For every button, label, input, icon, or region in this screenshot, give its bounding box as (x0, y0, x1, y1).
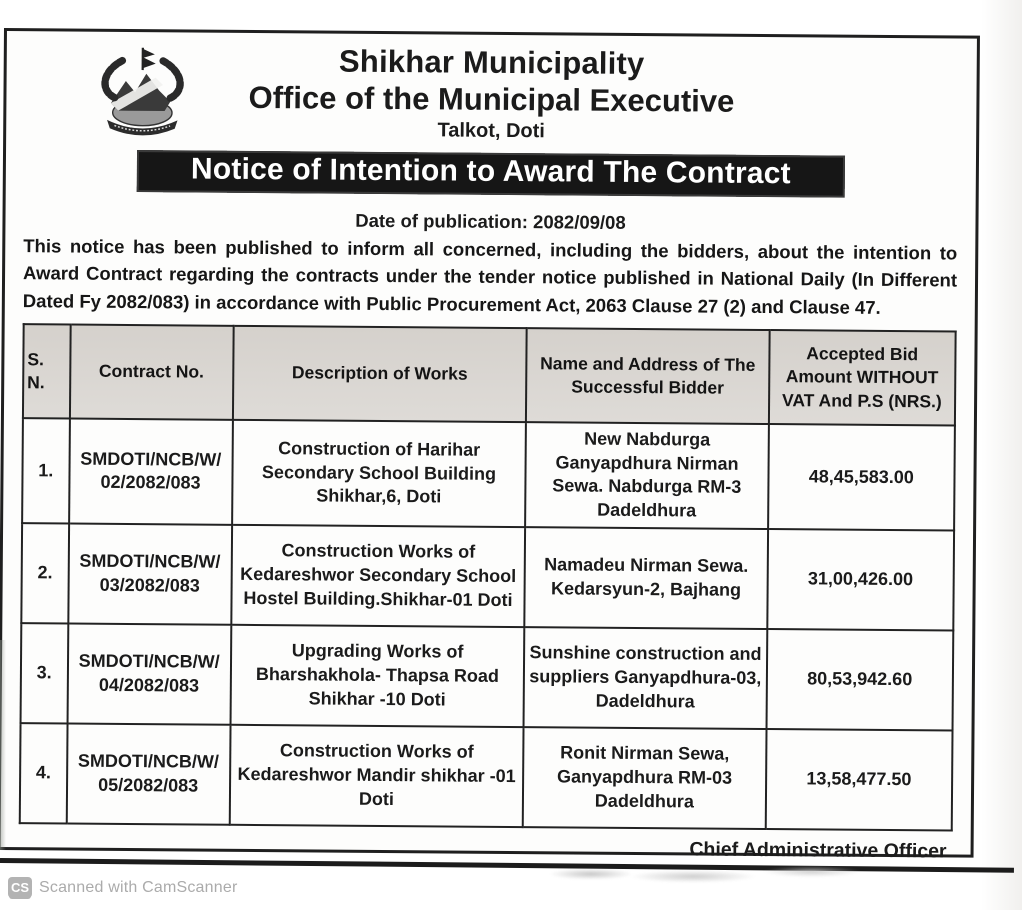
cell-amount: 31,00,426.00 (767, 529, 954, 630)
table-row (20, 723, 953, 830)
cell-contract-no: SMDOTI/NCB/W/ 02/2082/083 (69, 418, 233, 524)
table-row (21, 623, 954, 730)
col-header-sn: S. N. (23, 324, 70, 418)
cell-bidder: Ronit Nirman Sewa, Ganyapdhura RM-03 Dadeldhura (523, 727, 766, 829)
cell-amount: 13,58,477.50 (765, 729, 952, 830)
cell-sn: 4. (20, 723, 67, 823)
cell-bidder: New Nabdurga Ganyapdhura Nirman Sewa. Nabdurga RM-3 Dadeldhura (525, 422, 768, 529)
cell-bidder: Sunshine construction and suppliers Ganyapdhura-03, Dadeldhura (524, 627, 767, 729)
publication-date: Date of publication: 2082/09/08 (355, 209, 626, 233)
nepal-emblem-icon (86, 44, 199, 147)
cell-description: Construction Works of Kedareshwor Secondary School Hostel Building.Shikhar-01 Doti (231, 525, 525, 627)
cell-sn: 2. (21, 523, 68, 623)
cell-sn: 1. (22, 418, 69, 523)
table-header-row (23, 324, 956, 425)
cell-bidder: Namadeu Nirman Sewa. Kedarsyun-2, Bajhang (525, 527, 768, 629)
office-name: Office of the Municipal Executive (248, 79, 735, 119)
cell-sn: 3. (21, 623, 68, 723)
col-header-description: Description of Works (233, 326, 527, 422)
table-row (21, 523, 954, 630)
cell-amount: 48,45,583.00 (768, 424, 955, 530)
org-name: Shikhar Municipality (338, 43, 645, 82)
scanned-page-wrapper (0, 28, 980, 863)
notice-body-paragraph: This notice has been published to inform all concerned, including the bidders, about the intention to Award Contract regarding the contracts under the tender notice published in National Daily (In Different Dated Fy 2082/083) in accordance with Public Procurement Act, 2063 Clause 27 (2) and Clause 47. (22, 234, 958, 318)
cell-description: Construction Works of Kedareshwor Mandir shikhar -01 Doti (229, 725, 523, 827)
camscanner-icon: CS (8, 877, 32, 898)
contract-award-table (19, 323, 957, 831)
notice-document (0, 28, 980, 863)
document-header (24, 39, 959, 198)
table-row (22, 418, 955, 530)
notice-title-banner: Notice of Intention to Award The Contract (137, 150, 845, 198)
col-header-bidder: Name and Address of The Successful Bidder (526, 328, 769, 424)
scan-ink-bleed (540, 862, 880, 886)
col-header-amount: Accepted Bid Amount WITHOUT VAT And P.S (NRS.) (768, 330, 955, 425)
col-header-contract-no: Contract No. (70, 324, 234, 419)
cell-contract-no: SMDOTI/NCB/W/ 03/2082/083 (68, 523, 232, 624)
cell-amount: 80,53,942.60 (766, 629, 953, 730)
scan-left-shadow (0, 640, 6, 850)
cell-contract-no: SMDOTI/NCB/W/ 05/2082/083 (66, 723, 230, 824)
cell-contract-no: SMDOTI/NCB/W/ 04/2082/083 (67, 623, 231, 724)
office-location: Talkot, Doti (437, 119, 545, 143)
watermark-label: Scanned with CamScanner (39, 878, 238, 896)
cell-description: Construction of Harihar Secondary School Building Shikhar,6, Doti (232, 420, 526, 527)
cell-description: Upgrading Works of Bharshakhola- Thapsa Road Shikhar -10 Doti (230, 625, 524, 727)
signatory-title: Chief Administrative Officer (689, 838, 947, 863)
camscanner-watermark (8, 877, 237, 898)
